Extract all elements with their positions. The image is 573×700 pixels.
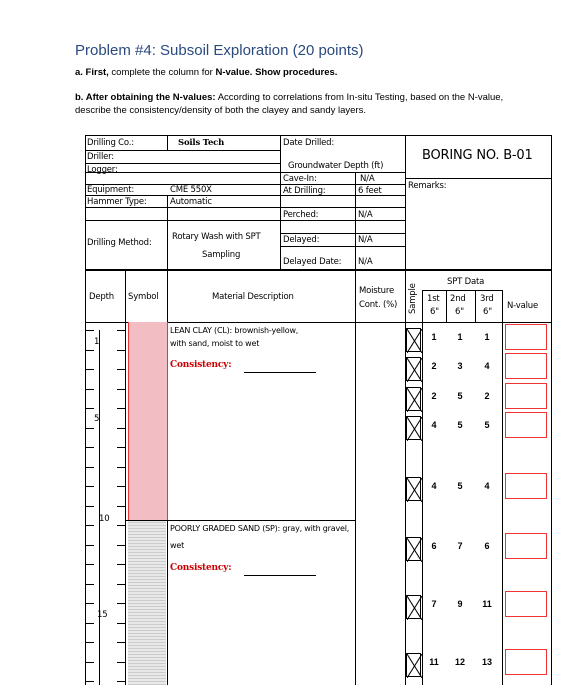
symbol-header: Symbol (128, 292, 159, 302)
depth-tick (86, 525, 94, 526)
depth-tick (117, 369, 125, 370)
drilling-co-value: Soils Tech (178, 138, 225, 148)
clay-description-2: with sand, moist to wet (170, 339, 260, 348)
nvalue-answer-box[interactable] (505, 353, 547, 379)
clay-description-1: LEAN CLAY (CL): brownish-yellow, (170, 326, 299, 335)
sample-x-icon (406, 653, 421, 677)
spt-3rd-header: 3rd (480, 294, 494, 304)
part-a-bold: N-value. Show procedures. (215, 67, 338, 78)
spt-blow-count: 5 (457, 420, 463, 430)
sample-x-icon (406, 477, 421, 501)
depth-tick (117, 584, 125, 585)
nvalue-answer-box[interactable] (505, 591, 547, 617)
depth-tick (86, 330, 94, 331)
spt-blow-count: 9 (457, 599, 463, 609)
depth-tick (117, 447, 125, 448)
method-label: Drilling Method: (87, 238, 152, 248)
spt-blow-count: 4 (431, 420, 437, 430)
spt-blow-count: 1 (431, 332, 437, 342)
depth-axis (99, 330, 100, 685)
at-drilling-label: At Drilling: (283, 186, 326, 196)
depth-tick (117, 681, 125, 682)
spt-1st-header: 1st (427, 294, 440, 304)
depth-tick (117, 506, 125, 507)
nvalue-header: N-value (507, 301, 539, 311)
spt-blow-count: 13 (481, 657, 492, 667)
depth-tick (86, 603, 94, 604)
nvalue-answer-box[interactable] (505, 383, 547, 409)
spt-blow-count: 11 (482, 599, 492, 609)
depth-label-10: 10 (99, 514, 110, 524)
depth-tick (86, 662, 94, 663)
delayed-label: Delayed: (283, 235, 320, 245)
equipment-label: Equipment: (87, 185, 135, 195)
spt-2nd-inch: 6" (455, 307, 464, 317)
nvalue-answer-box[interactable] (505, 533, 547, 559)
clay-consistency-label: Consistency: (170, 360, 232, 370)
depth-tick (86, 642, 94, 643)
nvalue-answer-box[interactable] (505, 649, 547, 675)
depth-tick (117, 642, 125, 643)
driller-label: Driller: (87, 152, 114, 162)
spt-blow-count: 7 (457, 541, 463, 551)
spt-blow-count: 4 (431, 481, 437, 491)
depth-label-15: 15 (97, 610, 108, 620)
material-header: Material Description (212, 292, 294, 302)
depth-tick (86, 369, 94, 370)
depth-tick (86, 564, 94, 565)
spt-blow-count: 4 (484, 361, 490, 371)
part-a-prefix: a. First, (75, 67, 109, 78)
nvalue-answer-box[interactable] (505, 324, 547, 350)
sand-description-2: wet (170, 541, 185, 550)
clay-symbol (128, 322, 168, 520)
depth-tick (117, 428, 125, 429)
depth-tick (117, 486, 125, 487)
sample-header: Sample (408, 283, 418, 314)
spt-blow-count: 5 (457, 391, 463, 401)
depth-header: Depth (89, 292, 114, 302)
nvalue-answer-box[interactable] (505, 473, 547, 499)
part-a-mid: complete the column for (108, 67, 216, 78)
depth-tick (86, 506, 94, 507)
depth-tick (117, 564, 125, 565)
spt-header: SPT Data (447, 277, 485, 287)
spt-blow-count: 6 (431, 541, 437, 551)
moisture-header-1: Moisture (359, 286, 394, 296)
groundwater-label: Groundwater Depth (ft) (288, 161, 384, 171)
part-a-instruction (75, 67, 337, 78)
logger-label: Logger: (87, 165, 118, 175)
sand-consistency-label: Consistency: (170, 563, 232, 573)
clay-consistency-blank[interactable] (244, 372, 316, 373)
date-drilled-label: Date Drilled: (283, 138, 335, 148)
depth-tick (86, 447, 94, 448)
depth-tick (117, 467, 125, 468)
spt-blow-count: 5 (484, 420, 490, 430)
depth-tick (117, 350, 125, 351)
perched-label: Perched: (283, 210, 319, 220)
remarks-label: Remarks: (408, 181, 447, 191)
method-value-2: Sampling (202, 250, 241, 260)
depth-tick (86, 350, 94, 351)
sample-x-icon (406, 357, 421, 381)
spt-blow-count: 12 (454, 657, 465, 667)
spt-blow-count: 1 (484, 332, 490, 342)
sand-symbol (128, 520, 166, 685)
moisture-header-2: Cont. (%) (359, 300, 398, 310)
depth-tick (117, 545, 125, 546)
sample-x-icon (406, 416, 421, 440)
depth-tick (117, 408, 125, 409)
depth-tick (86, 486, 94, 487)
equipment-value: CME 550X (170, 185, 212, 195)
depth-tick (117, 330, 125, 331)
sand-consistency-blank[interactable] (244, 575, 316, 576)
cave-in-value: N/A (360, 174, 375, 184)
depth-tick (86, 389, 94, 390)
spt-1st-inch: 6" (430, 307, 439, 317)
depth-tick (117, 662, 125, 663)
boring-number: BORING NO. B-01 (422, 148, 533, 163)
sample-x-icon (406, 387, 421, 411)
spt-blow-count: 7 (431, 599, 437, 609)
spt-2nd-header: 2nd (450, 294, 466, 304)
depth-tick (117, 603, 125, 604)
depth-tick (86, 428, 94, 429)
at-drilling-value: 6 feet (358, 186, 382, 196)
depth-tick (117, 623, 125, 624)
spt-blow-count: 5 (457, 481, 463, 491)
depth-tick (86, 545, 94, 546)
delayed-date-label: Delayed Date: (283, 257, 342, 267)
method-value-1: Rotary Wash with SPT (172, 232, 261, 242)
nvalue-answer-box[interactable] (505, 412, 547, 438)
spt-blow-count: 2 (431, 361, 437, 371)
spt-3rd-inch: 6" (483, 307, 492, 317)
delayed-date-value: N/A (358, 257, 373, 267)
spt-blow-count: 3 (457, 361, 463, 371)
cave-in-label: Cave-In: (283, 174, 317, 184)
drilling-co-label: Drilling Co.: (87, 138, 134, 148)
depth-tick (117, 525, 125, 526)
delayed-value: N/A (358, 235, 373, 245)
depth-tick (86, 681, 94, 682)
part-b-text-1: According to correlations from In-situ Testing, based on the N-value, (215, 92, 504, 103)
depth-tick (86, 408, 94, 409)
depth-tick (117, 389, 125, 390)
depth-tick (86, 623, 94, 624)
spt-blow-count: 6 (484, 541, 490, 551)
sample-x-icon (406, 595, 421, 619)
hammer-value: Automatic (170, 197, 212, 207)
perched-value: N/A (358, 210, 373, 220)
sand-description-1: POORLY GRADED SAND (SP): gray, with gravel, (170, 524, 350, 533)
problem-title: Problem #4: Subsoil Exploration (20 points) (75, 42, 364, 59)
spt-blow-count: 2 (484, 391, 490, 401)
part-b-text-2: describe the consistency/density of both the clayey and sandy layers. (75, 105, 366, 116)
depth-label-5: 5 (94, 414, 100, 424)
spt-blow-count: 4 (484, 481, 490, 491)
spt-blow-count: 2 (431, 391, 437, 401)
depth-tick (86, 584, 94, 585)
depth-tick (86, 467, 94, 468)
part-b-bold: b. After obtaining the N-values: (75, 92, 216, 103)
hammer-label: Hammer Type: (87, 197, 147, 207)
depth-label-1: 1 (94, 337, 100, 347)
sample-x-icon (406, 537, 421, 561)
spt-blow-count: 11 (429, 657, 439, 667)
sample-x-icon (406, 328, 421, 352)
part-b-instruction (75, 92, 503, 103)
spt-blow-count: 1 (457, 332, 463, 342)
